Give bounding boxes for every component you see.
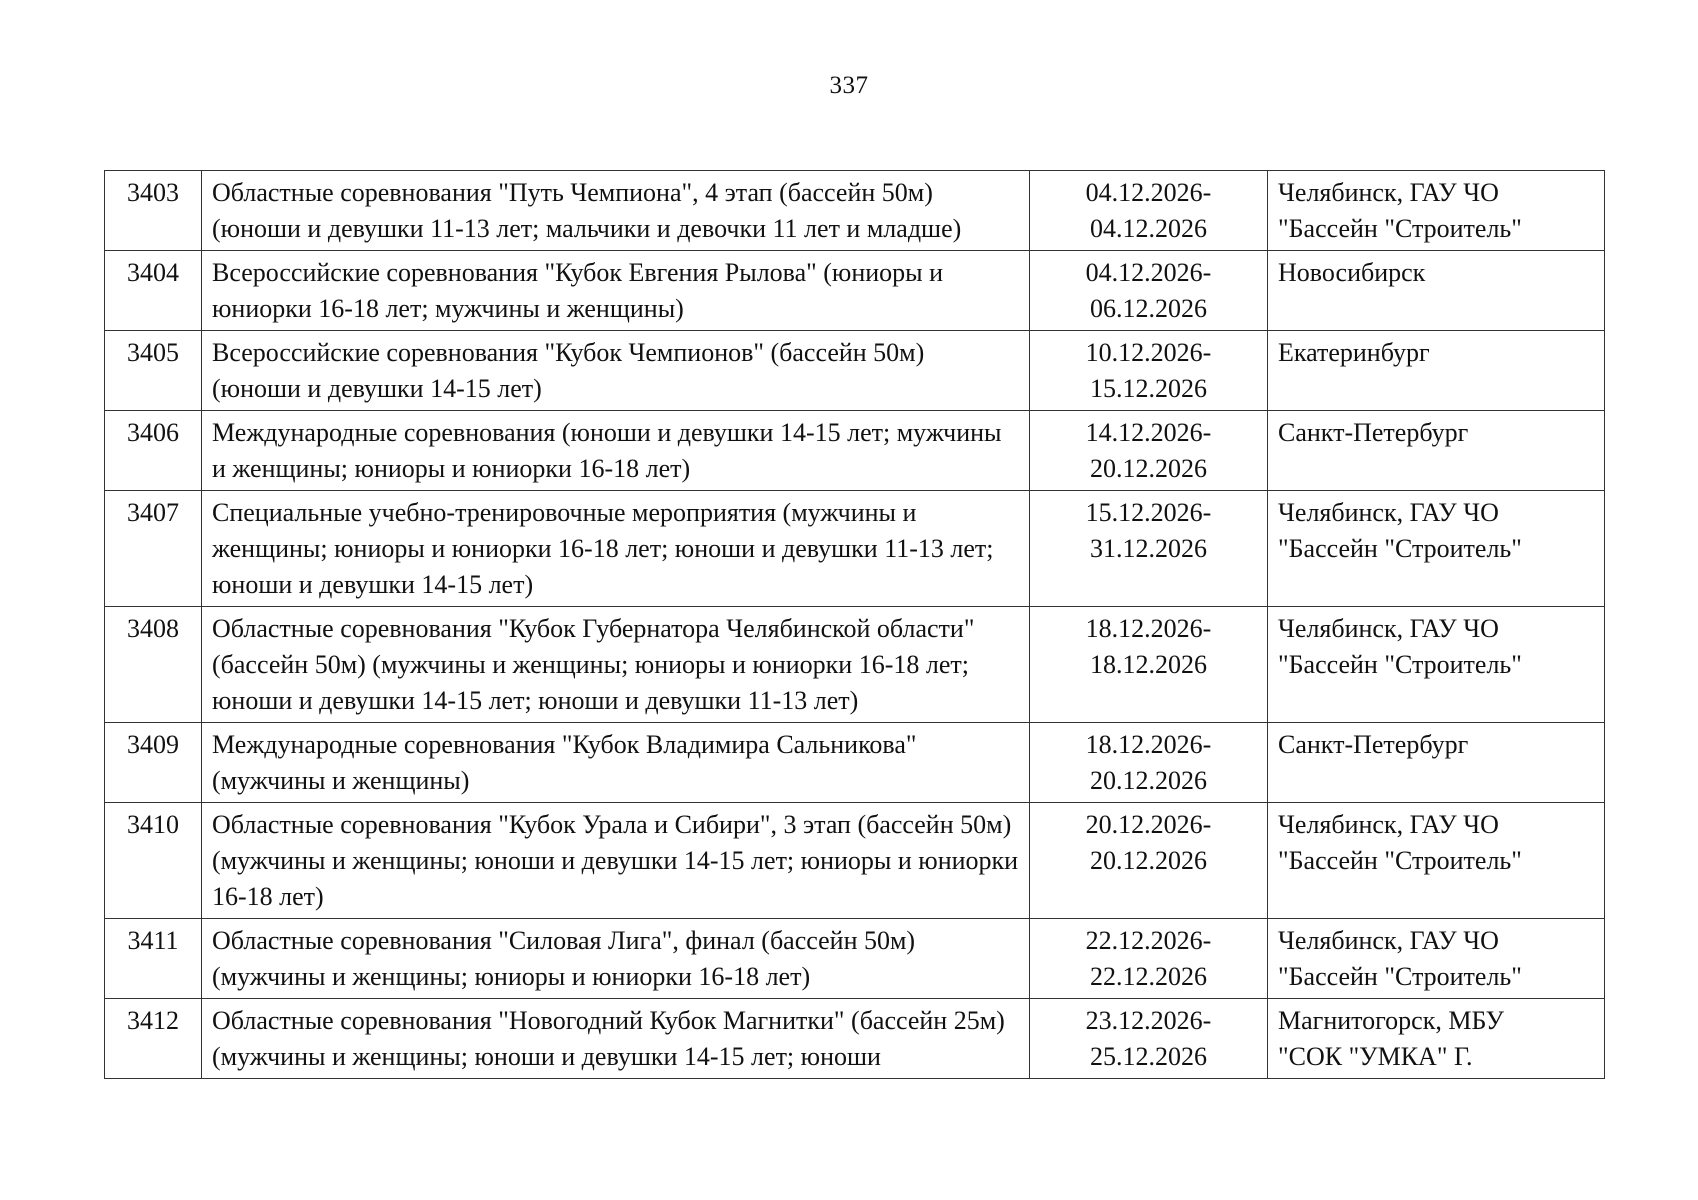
venue-line-2: "Бассейн "Строитель" xyxy=(1278,650,1522,679)
venue-line-2: "Бассейн "Строитель" xyxy=(1278,214,1522,243)
events-table xyxy=(104,170,1605,1079)
venue-line-1: Санкт-Петербург xyxy=(1278,418,1469,447)
date-end: 04.12.2026 xyxy=(1090,214,1207,243)
event-venue xyxy=(1268,411,1605,491)
event-title: Областные соревнования "Путь Чемпиона", 4 этап (бассейн 50м) (юноши и девушки 11-13 лет; мальчики и девочки 11 лет и младше) xyxy=(202,171,1030,251)
date-start: 23.12.2026- xyxy=(1085,1006,1212,1035)
event-venue xyxy=(1268,331,1605,411)
event-venue xyxy=(1268,803,1605,919)
event-title: Специальные учебно-тренировочные мероприятия (мужчины и женщины; юниоры и юниорки 16-18 лет; юноши и девушки 11-13 лет; юноши и девушки 14-15 лет) xyxy=(202,491,1030,607)
event-number: 3410 xyxy=(105,803,202,919)
event-venue xyxy=(1268,723,1605,803)
date-start: 18.12.2026- xyxy=(1085,730,1212,759)
event-number: 3403 xyxy=(105,171,202,251)
table-row xyxy=(105,607,1605,723)
date-end: 06.12.2026 xyxy=(1090,294,1207,323)
event-number: 3406 xyxy=(105,411,202,491)
event-dates xyxy=(1030,331,1268,411)
event-dates xyxy=(1030,919,1268,999)
table-row xyxy=(105,331,1605,411)
event-dates xyxy=(1030,491,1268,607)
event-dates xyxy=(1030,803,1268,919)
venue-line-2: "Бассейн "Строитель" xyxy=(1278,962,1522,991)
venue-line-2: "СОК "УМКА" Г. xyxy=(1278,1042,1473,1071)
event-number: 3411 xyxy=(105,919,202,999)
event-title: Всероссийские соревнования "Кубок Евгения Рылова" (юниоры и юниорки 16-18 лет; мужчины и женщины) xyxy=(202,251,1030,331)
venue-line-1: Новосибирск xyxy=(1278,258,1426,287)
event-dates xyxy=(1030,999,1268,1079)
venue-line-1: Челябинск, ГАУ ЧО xyxy=(1278,498,1499,527)
date-end: 20.12.2026 xyxy=(1090,846,1207,875)
table-row xyxy=(105,491,1605,607)
event-venue xyxy=(1268,491,1605,607)
event-number: 3404 xyxy=(105,251,202,331)
table-row xyxy=(105,251,1605,331)
venue-line-2: "Бассейн "Строитель" xyxy=(1278,846,1522,875)
event-venue xyxy=(1268,607,1605,723)
event-dates xyxy=(1030,411,1268,491)
table-row xyxy=(105,803,1605,919)
date-end: 18.12.2026 xyxy=(1090,650,1207,679)
event-title: Областные соревнования "Кубок Губернатора Челябинской области" (бассейн 50м) (мужчины и женщины; юниоры и юниорки 16-18 лет; юноши и девушки 14-15 лет; юноши и девушки 11-13 лет) xyxy=(202,607,1030,723)
event-dates xyxy=(1030,251,1268,331)
event-number: 3408 xyxy=(105,607,202,723)
event-number: 3412 xyxy=(105,999,202,1079)
event-number: 3407 xyxy=(105,491,202,607)
event-venue xyxy=(1268,999,1605,1079)
venue-line-2: "Бассейн "Строитель" xyxy=(1278,534,1522,563)
table-row xyxy=(105,171,1605,251)
date-start: 18.12.2026- xyxy=(1085,614,1212,643)
venue-line-1: Челябинск, ГАУ ЧО xyxy=(1278,614,1499,643)
venue-line-1: Челябинск, ГАУ ЧО xyxy=(1278,810,1499,839)
event-number: 3405 xyxy=(105,331,202,411)
event-venue xyxy=(1268,251,1605,331)
date-start: 22.12.2026- xyxy=(1085,926,1212,955)
date-start: 15.12.2026- xyxy=(1085,498,1212,527)
date-start: 04.12.2026- xyxy=(1085,258,1212,287)
date-end: 20.12.2026 xyxy=(1090,766,1207,795)
date-end: 31.12.2026 xyxy=(1090,534,1207,563)
date-end: 15.12.2026 xyxy=(1090,374,1207,403)
date-end: 25.12.2026 xyxy=(1090,1042,1207,1071)
event-title: Международные соревнования (юноши и девушки 14-15 лет; мужчины и женщины; юниоры и юниорки 16-18 лет) xyxy=(202,411,1030,491)
table-row xyxy=(105,723,1605,803)
table-row xyxy=(105,411,1605,491)
venue-line-1: Магнитогорск, МБУ xyxy=(1278,1006,1504,1035)
date-end: 22.12.2026 xyxy=(1090,962,1207,991)
venue-line-1: Челябинск, ГАУ ЧО xyxy=(1278,178,1499,207)
event-title: Всероссийские соревнования "Кубок Чемпионов" (бассейн 50м) (юноши и девушки 14-15 лет) xyxy=(202,331,1030,411)
page-number: 337 xyxy=(829,72,869,99)
event-title: Областные соревнования "Кубок Урала и Сибири", 3 этап (бассейн 50м) (мужчины и женщины; юноши и девушки 14-15 лет; юниоры и юниорки 16-18 лет) xyxy=(202,803,1030,919)
event-dates xyxy=(1030,723,1268,803)
event-title: Областные соревнования "Новогодний Кубок Магнитки" (бассейн 25м) (мужчины и женщины; юноши и девушки 14-15 лет; юноши xyxy=(202,999,1030,1079)
date-start: 20.12.2026- xyxy=(1085,810,1212,839)
venue-line-1: Санкт-Петербург xyxy=(1278,730,1469,759)
event-dates xyxy=(1030,607,1268,723)
date-start: 04.12.2026- xyxy=(1085,178,1212,207)
event-venue xyxy=(1268,171,1605,251)
event-venue xyxy=(1268,919,1605,999)
event-title: Областные соревнования "Силовая Лига", финал (бассейн 50м) (мужчины и женщины; юниоры и юниорки 16-18 лет) xyxy=(202,919,1030,999)
table-row xyxy=(105,919,1605,999)
event-dates xyxy=(1030,171,1268,251)
date-start: 10.12.2026- xyxy=(1085,338,1212,367)
table-row xyxy=(105,999,1605,1079)
venue-line-1: Челябинск, ГАУ ЧО xyxy=(1278,926,1499,955)
venue-line-1: Екатеринбург xyxy=(1278,338,1430,367)
date-start: 14.12.2026- xyxy=(1085,418,1212,447)
event-title: Международные соревнования "Кубок Владимира Сальникова" (мужчины и женщины) xyxy=(202,723,1030,803)
event-number: 3409 xyxy=(105,723,202,803)
date-end: 20.12.2026 xyxy=(1090,454,1207,483)
